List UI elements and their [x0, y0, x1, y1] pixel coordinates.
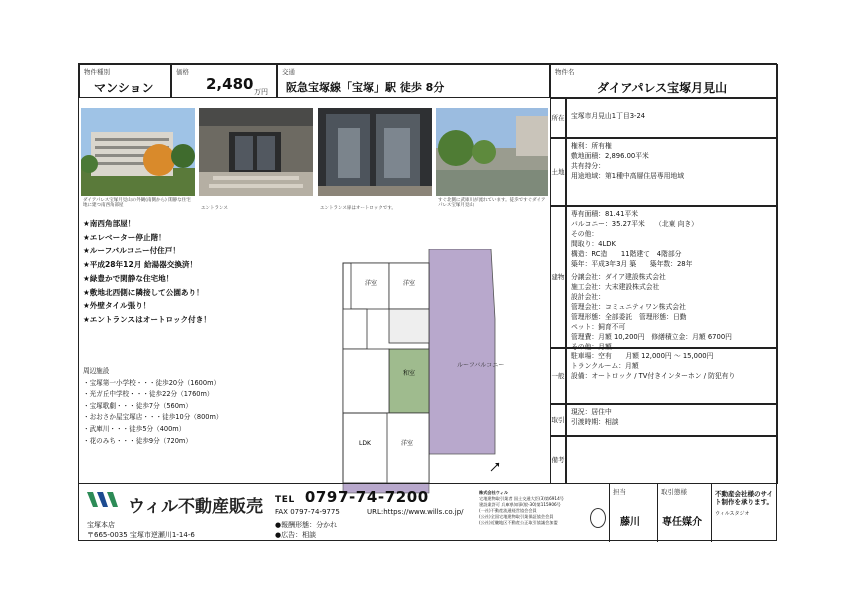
staff-cell: [609, 484, 657, 542]
facility-item: ・宝塚第一小学校・・・徒歩20分（1600m）: [83, 378, 221, 387]
facilities-title: 周辺施設: [83, 367, 110, 375]
general-row: トランクルーム：月額: [571, 362, 639, 370]
notes-section-label: 備考: [550, 436, 566, 484]
property-type-cell: [79, 64, 171, 98]
pr-point: ★敷地北西側に隣接して公園あり！: [83, 287, 204, 297]
general-row: 駐車場：空有 月額 12,000円 ～ 15,000円: [571, 352, 714, 360]
license-info: [479, 490, 599, 526]
promo-sub: ウィルスタジオ: [715, 511, 750, 517]
general-section-label: 一般: [550, 348, 566, 404]
price-cell: [171, 64, 277, 98]
access-cell: [277, 64, 550, 98]
entrance-photo: [199, 108, 313, 206]
notes-info: [566, 436, 778, 484]
building-row: 管理形態：全部委託 管理形態：日勤: [571, 313, 687, 321]
building-row: バルコニー：35.27平米 （北東 向き）: [571, 220, 698, 228]
land-row: 権利：所有権: [571, 142, 612, 150]
tel-label: TEL: [275, 495, 295, 505]
price-label: 価格: [176, 68, 189, 76]
property-sheet: [78, 63, 777, 541]
deal-type-label: 取引態様: [661, 488, 687, 496]
price-unit: 万円: [254, 88, 268, 96]
deal-type-value: 専任媒介: [662, 517, 702, 528]
license-line: (一社)不動産流通経営協会会員: [479, 508, 537, 513]
pr-point: ★外壁タイル張り！: [83, 301, 151, 311]
building-row: 施工会社：大末建設株式会社: [571, 283, 660, 291]
photo-caption-1: ダイアパレス宝塚月見山の外観(南側から) 閑静な住宅地に建つ南西角部屋: [83, 198, 191, 209]
roof-balcony-area: [429, 249, 495, 454]
location-value: 宝塚市月見山1丁目3-24: [571, 112, 646, 120]
commission-type: ●報酬形態：分かれ: [275, 521, 338, 529]
company-fax: FAX 0797-74-9775: [275, 508, 340, 516]
association-mark-icon: [590, 508, 606, 528]
building-row: 専有面積：81.41平米: [571, 210, 639, 218]
pr-point: ★緑豊かで閑静な住宅地！: [83, 273, 174, 283]
deal-type-cell: [657, 484, 711, 542]
building-row: 分譲会社：ダイア建設株式会社: [571, 273, 666, 281]
land-row: 共有持分：: [571, 162, 605, 170]
transaction-section-label: 取引: [550, 404, 566, 436]
pr-point: ★平成28年12月 給湯器交換済！: [83, 260, 198, 270]
roof-balcony-label: ルーフバルコニー: [457, 362, 505, 369]
floor-plan: [319, 249, 545, 499]
building-section-label: 建物: [550, 206, 566, 348]
building-row: 管理会社：コミュニティワン株式会社: [571, 303, 686, 311]
company-address: 〒665-0035 宝塚市逆瀬川1-14-6: [87, 531, 195, 539]
building-row: その他：: [571, 230, 599, 238]
building-row: 構造：RC造 11階建て 4階部分: [571, 250, 682, 258]
license-line: (公社)全国宅地建物取引業保証協会会員: [479, 514, 554, 519]
promo-cell: [711, 484, 778, 542]
facility-item: ・光ガ丘中学校・・・徒歩22分（1760m）: [83, 390, 214, 399]
entrance-door-photo: [318, 108, 432, 206]
photo-caption-3: エントランス扉はオートロックです。: [320, 206, 396, 211]
facility-item: ・宝塚歌劇・・・徒歩7分（560m）: [83, 401, 192, 410]
license-line: 建設業許可 兵庫県知事(般-30)第115906号: [479, 502, 561, 507]
company-phone: [275, 488, 429, 506]
facility-item: ・おおさか屋宝塚店・・・徒歩10分（800m）: [83, 413, 223, 422]
room-label: 和室: [403, 370, 416, 377]
property-type-label: 物件種別: [84, 68, 110, 76]
property-type-value: マンション: [94, 81, 154, 95]
photo-caption-4: すぐ北側に武庫川が流れています。徒歩ですぐダイアパレス宝塚月見山: [438, 198, 546, 209]
promo-text: 不動産会社様のサイト制作を承ります。: [715, 490, 774, 506]
building-row: 築年：平成3年3月 築 築年数：28年: [571, 260, 693, 268]
pr-point: ★ルーフバルコニー付住戸！: [83, 246, 180, 256]
building-row: 管理費：月額 10,200円 修繕積立金：月額 6700円: [571, 333, 732, 341]
room-label: 洋室: [403, 280, 416, 287]
facility-item: ・武庫川・・・徒歩5分（400m）: [83, 424, 186, 433]
tel-value: 0797-74-7200: [304, 488, 429, 506]
location-info: [566, 98, 778, 138]
company-footer: [78, 483, 777, 541]
photo-caption-2: エントランス: [201, 206, 228, 211]
room-label: LDK: [359, 440, 371, 447]
access-label: 交通: [282, 68, 295, 76]
price-value: 2,480: [206, 75, 254, 93]
license-line: (公社)近畿地区不動産公正取引協議会加盟: [479, 520, 558, 525]
pr-point: ★エレベーター停止階！: [83, 232, 166, 242]
property-name-value: ダイアパレス宝塚月見山: [597, 81, 728, 95]
room-label: 洋室: [365, 280, 378, 287]
land-row: 用途地域：第1種中高層住居専用地域: [571, 172, 685, 180]
property-name-cell: [550, 64, 778, 98]
exterior-photo: [81, 108, 195, 206]
general-info: [566, 348, 778, 404]
company-name: ウィル不動産販売: [128, 497, 263, 517]
license-line: 宅地建物取引業者 国土交通大臣(3)第6914号: [479, 496, 564, 501]
location-section-label: 所在: [550, 98, 566, 138]
access-value: 阪急宝塚線「宝塚」駅 徒歩 8分: [286, 81, 445, 94]
company-url[interactable]: URL:https://www.wills.co.jp/: [367, 508, 464, 516]
pr-point: ★南西角部屋！: [83, 219, 136, 228]
transaction-row: 引渡時期：相談: [571, 418, 619, 426]
pr-points: [83, 217, 211, 327]
transaction-info: [566, 404, 778, 436]
land-row: 敷地面積：2,896.00平米: [571, 152, 649, 160]
pr-point: ★エントランスはオートロック付き！: [83, 314, 211, 324]
building-row: その他：月額: [571, 343, 612, 351]
nearby-facilities: [83, 366, 223, 447]
building-row: ペット：飼育不可: [571, 323, 626, 331]
general-row: 設備：オートロック / TV付きインターホン / 防犯有り: [571, 372, 736, 380]
property-name-label: 物件名: [555, 68, 575, 76]
river-photo: [436, 108, 548, 206]
land-section-label: 土地: [550, 138, 566, 206]
staff-name: 藤川: [620, 517, 640, 528]
staff-label: 担当: [613, 488, 626, 496]
building-row: 設計会社：: [571, 293, 605, 301]
facility-item: ・花のみち・・・徒歩9分（720m）: [83, 436, 192, 445]
transaction-row: 現況：居住中: [571, 408, 612, 416]
north-arrow-icon: [491, 463, 499, 471]
branch-name: 宝塚本店: [87, 521, 115, 529]
ad-policy: ●広告：相談: [275, 531, 317, 539]
building-row: 間取り：4LDK: [571, 240, 616, 248]
license-line: 株式会社ウィル: [479, 490, 509, 495]
room-label: 洋室: [401, 440, 414, 447]
land-info: [566, 138, 778, 206]
company-logo-icon: [87, 490, 125, 510]
building-info: [566, 206, 778, 351]
